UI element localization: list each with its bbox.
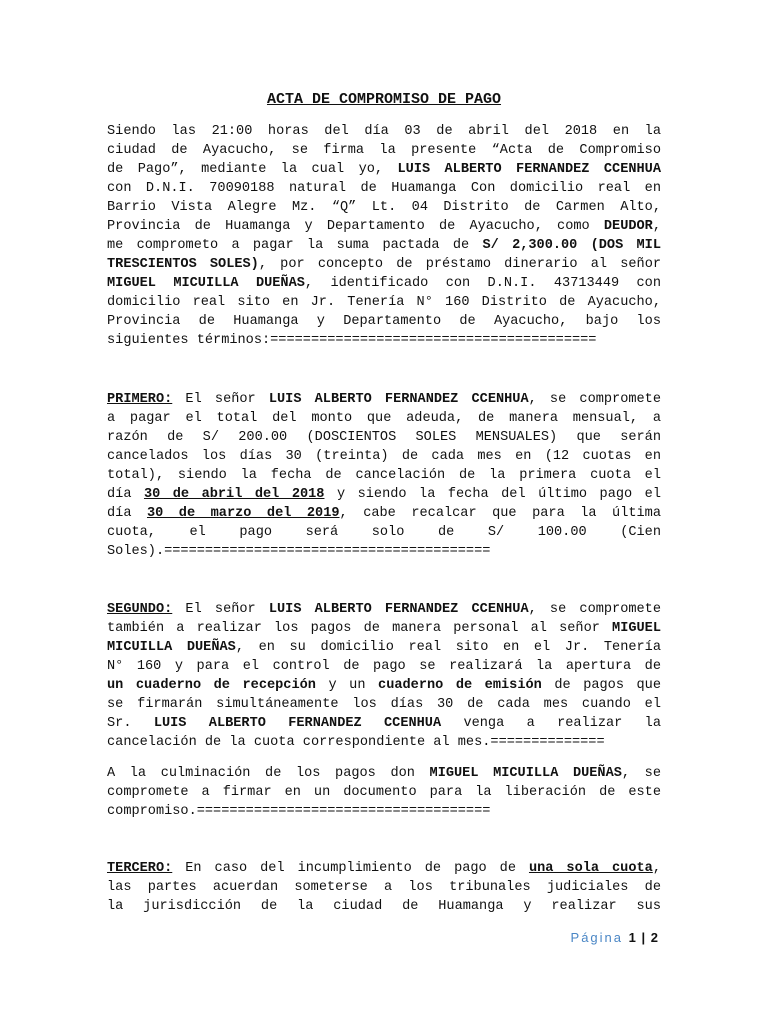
text-segment: ciudad de Ayacucho, se firma la presente “Acta de Compromiso — [107, 143, 661, 158]
text-line — [107, 859, 661, 878]
page-separator: | — [641, 930, 646, 945]
text-line — [107, 274, 661, 293]
text-segment: , se compromete — [528, 602, 661, 617]
text-segment: Siendo las 21:00 horas del día 03 de abril del 2018 en la — [107, 124, 661, 139]
text-segment: a pagar el total del monto que adeuda, de manera mensual, a — [107, 411, 661, 426]
text-segment: TERCERO: — [107, 861, 173, 876]
text-line — [107, 485, 661, 504]
text-line — [107, 714, 661, 733]
text-line — [107, 695, 661, 714]
text-line — [107, 523, 661, 542]
text-line — [107, 619, 661, 638]
text-line — [107, 878, 661, 897]
text-line — [107, 236, 661, 255]
paragraph-culminacion — [107, 764, 661, 821]
text-segment: , en su domicilio real sito en el Jr. Tenería — [235, 640, 661, 655]
text-segment: LUIS ALBERTO FERNANDEZ CCENHUA — [268, 392, 529, 407]
text-segment: Sr. — [107, 716, 154, 731]
text-segment: y siendo la fecha del último pago el — [324, 487, 661, 502]
text-segment: una sola cuota — [528, 861, 653, 876]
text-line — [107, 466, 661, 485]
text-segment: siguientes términos:======================================== — [107, 333, 597, 348]
text-segment: domicilio real sito en Jr. Tenería N° 160 Distrito de Ayacucho, — [107, 295, 661, 310]
text-segment: TRESCIENTOS SOLES) — [107, 257, 259, 272]
text-segment: MIGUEL MICUILLA DUEÑAS — [429, 766, 622, 781]
text-line — [107, 504, 661, 523]
text-segment: LUIS ALBERTO FERNANDEZ CCENHUA — [268, 602, 529, 617]
text-segment: , cabe recalcar que para la última — [339, 506, 662, 521]
text-line — [107, 638, 661, 657]
current-page-number: 1 — [628, 930, 636, 945]
text-segment: un cuaderno de recepción — [107, 678, 316, 693]
text-segment: Soles).======================================== — [107, 544, 491, 559]
text-line — [107, 897, 661, 916]
text-line — [107, 312, 661, 331]
text-segment: de Pago”, mediante la cual yo, — [107, 162, 398, 177]
text-line — [107, 179, 661, 198]
text-segment: , — [652, 219, 661, 234]
text-segment: , se compromete — [528, 392, 661, 407]
page-footer — [571, 930, 658, 945]
text-line — [107, 600, 661, 619]
text-line — [107, 409, 661, 428]
text-segment: LUIS ALBERTO FERNANDEZ CCENHUA — [397, 162, 661, 177]
text-segment: cancelación de la cuota correspondiente al mes.============== — [107, 735, 605, 750]
text-segment: cancelados los días 30 (treinta) de cada mes en (12 cuotas en — [107, 449, 661, 464]
text-line — [107, 676, 661, 695]
text-segment: Barrio Vista Alegre Mz. “Q” Lt. 04 Distrito de Carmen Alto, — [107, 200, 661, 215]
text-segment: S/ 2,300.00 (DOS MIL — [482, 238, 661, 253]
text-segment: la jurisdicción de la ciudad de Huamanga y realizar sus — [107, 899, 661, 914]
text-segment: En caso del incumplimiento de pago de — [172, 861, 529, 876]
text-segment: también a realizar los pagos de manera personal al señor — [107, 621, 613, 636]
text-segment: MIGUEL — [612, 621, 661, 636]
text-line — [107, 733, 661, 752]
text-segment: compromete a firmar en un documento para la liberación de este — [107, 785, 661, 800]
page-label: Página — [570, 930, 624, 945]
text-segment: LUIS ALBERTO FERNANDEZ CCENHUA — [153, 716, 442, 731]
text-line — [107, 255, 661, 274]
text-segment: razón de S/ 200.00 (DOSCIENTOS SOLES MENSUALES) que serán — [107, 430, 661, 445]
text-segment: cuota, el pago será solo de S/ 100.00 (Cien — [107, 525, 661, 540]
text-segment: con D.N.I. 70090188 natural de Huamanga Con domicilio real en — [107, 181, 661, 196]
text-segment: y un — [315, 678, 379, 693]
text-segment: , se — [621, 766, 661, 781]
text-segment: 30 de marzo del 2019 — [146, 506, 340, 521]
text-segment: Provincia de Huamanga y Departamento de Ayacucho, como — [107, 219, 604, 234]
text-line — [107, 293, 661, 312]
document-title: ACTA DE COMPROMISO DE PAGO — [266, 91, 502, 108]
text-segment: cuaderno de emisión — [378, 678, 542, 693]
text-line — [107, 331, 661, 350]
text-segment: total), siendo la fecha de cancelación de la primera cuota el — [107, 468, 661, 483]
text-segment: se firmarán simultáneamente los días 30 de cada mes cuando el — [107, 697, 661, 712]
clause-segundo — [107, 600, 661, 752]
text-segment: N° 160 y para el control de pago se realizará la apertura de — [107, 659, 661, 674]
text-segment: día — [107, 506, 147, 521]
text-segment: me comprometo a pagar la suma pactada de — [107, 238, 483, 253]
text-segment: compromiso.==================================== — [107, 804, 491, 819]
intro-paragraph — [107, 122, 661, 350]
text-line — [107, 764, 661, 783]
text-segment: Provincia de Huamanga y Departamento de Ayacucho, bajo los — [107, 314, 661, 329]
text-line — [107, 657, 661, 676]
text-line — [107, 198, 661, 217]
text-segment: , por concepto de préstamo dinerario al señor — [258, 257, 662, 272]
text-segment: DEUDOR — [603, 219, 653, 234]
text-line — [107, 428, 661, 447]
clause-tercero — [107, 859, 661, 916]
text-line — [107, 802, 661, 821]
text-segment: día — [107, 487, 144, 502]
text-line — [107, 542, 661, 561]
text-segment: A la culminación de los pagos don — [107, 766, 430, 781]
text-line — [107, 217, 661, 236]
text-segment: PRIMERO: — [107, 392, 173, 407]
text-segment: El señor — [172, 392, 269, 407]
text-segment: SEGUNDO: — [107, 602, 173, 617]
text-line — [107, 447, 661, 466]
text-segment: MIGUEL MICUILLA DUEÑAS — [107, 276, 305, 291]
text-line — [107, 390, 661, 409]
text-segment: El señor — [172, 602, 269, 617]
text-line — [107, 141, 661, 160]
text-segment: , identificado con D.N.I. 43713449 con — [304, 276, 661, 291]
text-segment: venga a realizar la — [441, 716, 661, 731]
text-line — [107, 122, 661, 141]
text-segment: de pagos que — [541, 678, 661, 693]
clause-primero — [107, 390, 661, 561]
text-segment: , — [652, 861, 661, 876]
text-line — [107, 783, 661, 802]
text-segment: las partes acuerdan someterse a los tribunales judiciales de — [107, 880, 661, 895]
text-segment: 30 de abril del 2018 — [143, 487, 325, 502]
text-segment: MICUILLA DUEÑAS — [107, 640, 236, 655]
text-line — [107, 160, 661, 179]
total-pages-number: 2 — [650, 930, 658, 945]
